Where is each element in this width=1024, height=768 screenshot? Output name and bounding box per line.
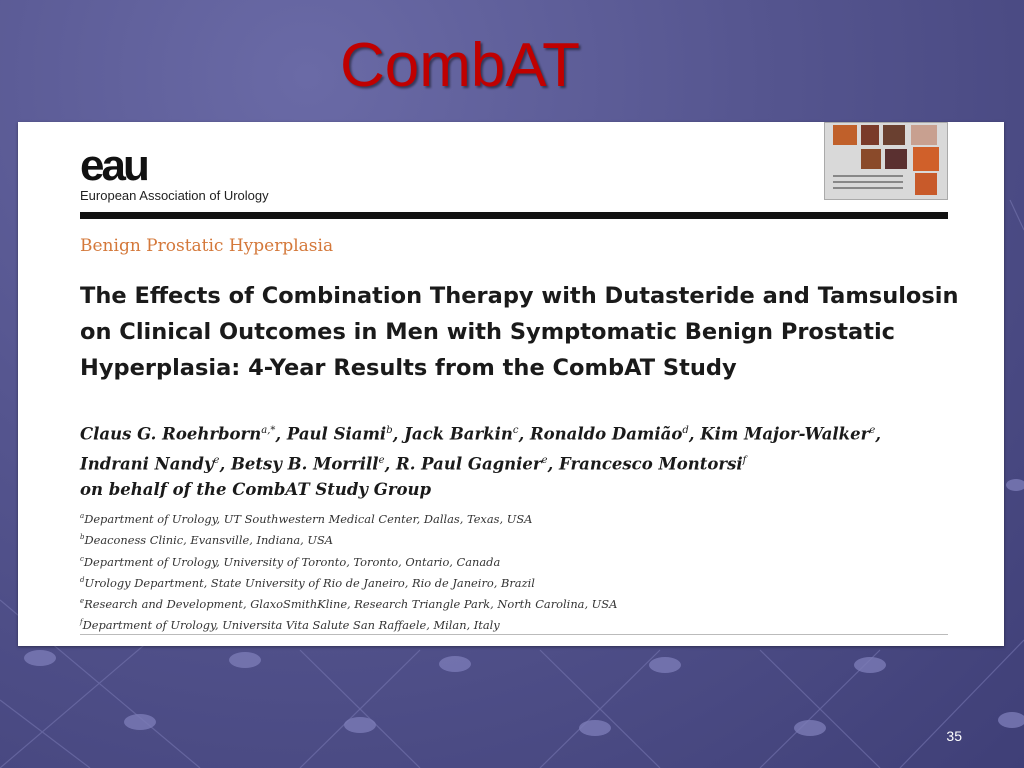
organization-name: European Association of Urology bbox=[80, 188, 269, 203]
affiliation-mark: d bbox=[80, 575, 85, 584]
affiliation-item bbox=[80, 571, 960, 592]
author-name: R. Paul Gagnier bbox=[395, 454, 542, 473]
author-affiliation-mark: e bbox=[541, 454, 548, 466]
affiliation-item bbox=[80, 550, 960, 571]
author-affiliation-mark: e bbox=[213, 454, 220, 466]
author-name: Betsy B. Morrill bbox=[230, 454, 379, 473]
affiliation-mark: c bbox=[80, 554, 84, 563]
study-group: on behalf of the CombAT Study Group bbox=[80, 480, 432, 499]
affiliation-text: Deaconess Clinic, Evansville, Indiana, USA bbox=[84, 533, 334, 548]
article-title: The Effects of Combination Therapy with Dutasteride and Tamsulosin on Clinical Outcomes in Men with Symptomatic Benign Prostatic Hyperplasia: 4-Year Results from the CombAT Study bbox=[80, 283, 959, 381]
author-name: Kim Major-Walker bbox=[700, 424, 870, 444]
affiliation-text: Department of Urology, UT Southwestern Medical Center, Dallas, Texas, USA bbox=[84, 511, 533, 526]
affiliation-text: Research and Development, GlaxoSmithKline, Research Triangle Park, North Carolina, USA bbox=[84, 596, 618, 611]
affiliation-text: Department of Urology, University of Toronto, Toronto, Ontario, Canada bbox=[83, 554, 501, 569]
section-label: Benign Prostatic Hyperplasia bbox=[80, 236, 334, 256]
author-name: Jack Barkin bbox=[404, 424, 513, 444]
author-affiliation-mark: c bbox=[512, 425, 519, 436]
header-rule bbox=[80, 212, 948, 219]
author-affiliation-mark: b bbox=[386, 425, 393, 436]
author-list: Claus G. Roehrborn$^{a,*}$, Paul Siami$^b$, Jack Barkin$^c$, Ronaldo Damião$^d$, Kim Major-Walker$^e$, Indrani Nandy$^e$, Betsy B. Morrill$^e$, R. Paul Gagnier$^e$, Francesco Montorsi$^f$ on behalf of the CombAT Study Group bbox=[80, 424, 881, 499]
author-name: Francesco Montorsi bbox=[559, 454, 743, 473]
affiliation-mark: a bbox=[80, 512, 85, 520]
author-affiliation-mark: a,* bbox=[261, 425, 276, 436]
affiliation-item bbox=[80, 613, 960, 634]
author-name: Indrani Nandy bbox=[80, 454, 214, 473]
affiliation-item bbox=[80, 528, 960, 549]
eau-logo-mark: eau bbox=[80, 141, 147, 190]
slide-number: 35 bbox=[946, 728, 962, 744]
article-header-image bbox=[18, 122, 1004, 646]
slide-title: CombAT bbox=[339, 31, 580, 100]
affiliation-mark: f bbox=[80, 618, 83, 627]
journal-cover-thumbnail bbox=[824, 122, 948, 200]
author-name: Paul Siami bbox=[286, 424, 387, 444]
footer-rule bbox=[80, 634, 948, 635]
author-name: Claus G. Roehrborn bbox=[80, 424, 262, 444]
affiliation-text: Department of Urology, Universita Vita Salute San Raffaele, Milan, Italy bbox=[82, 618, 500, 633]
author-affiliation-mark: e bbox=[869, 425, 876, 436]
affiliation-mark: e bbox=[80, 597, 85, 606]
eau-logo bbox=[80, 141, 269, 203]
affiliation-text: Urology Department, State University of Rio de Janeiro, Rio de Janeiro, Brazil bbox=[84, 575, 535, 590]
affiliation-item bbox=[80, 507, 960, 528]
author-affiliation-mark: d bbox=[682, 425, 689, 436]
affiliation-item bbox=[80, 592, 960, 613]
author-name: Ronaldo Damião bbox=[529, 424, 683, 444]
author-affiliation-mark: e bbox=[378, 454, 385, 466]
affiliation-mark: b bbox=[80, 533, 85, 542]
affiliation-list bbox=[80, 507, 960, 635]
author-affiliation-mark: f bbox=[742, 454, 747, 466]
